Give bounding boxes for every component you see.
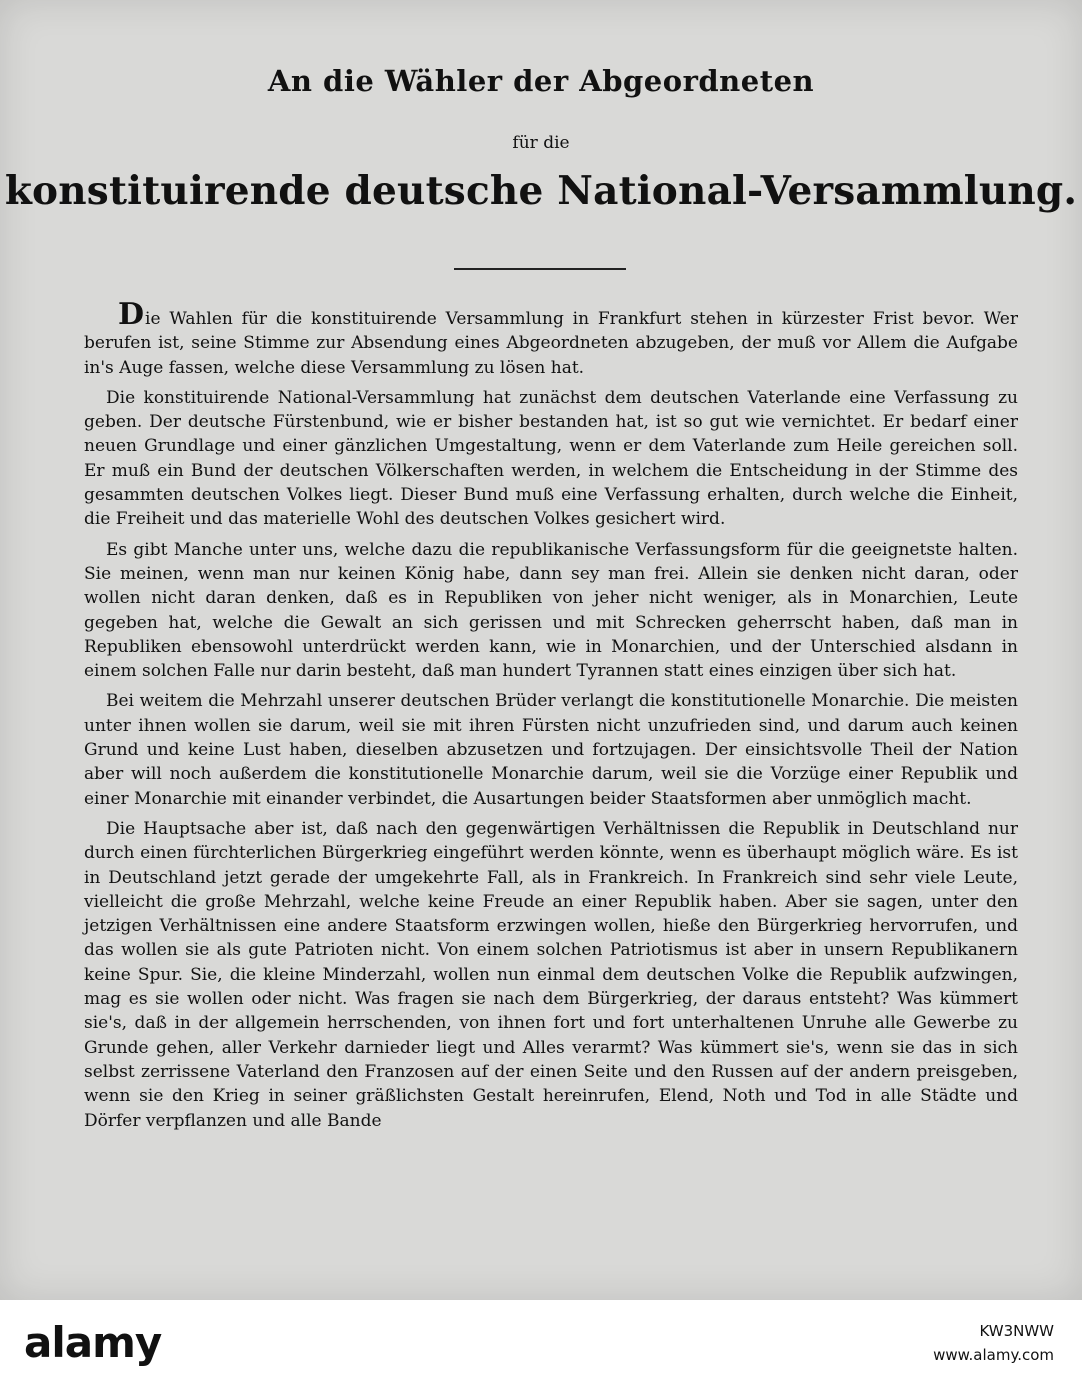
document-subtitle: für die	[512, 133, 570, 153]
watermark-logo: alamy	[24, 1318, 162, 1367]
watermark-image-id: KW3NWW	[979, 1322, 1054, 1340]
watermark-site: www.alamy.com	[933, 1346, 1054, 1364]
paragraph-1-text: ie Wahlen für die konstituirende Versammlung in Frankfurt stehen in kürzester Frist bevor. Wer berufen ist, seine Stimme zur Absendung eines Abgeordneten abzugeben, der muß vor Allem die Aufgabe in's Auge fassen, welche diese Versammlung zu lösen hat.	[84, 309, 1018, 378]
paragraph-3: Es gibt Manche unter uns, welche dazu die republikanische Verfassungsform für die geeignetste halten. Sie meinen, wenn man nur keinen König habe, dann sey man frei. Allein sie denken nicht daran, oder wollen nicht daran denken, daß es in Republiken von jeher nicht weniger, als in Monarchien, Leute gegeben hat, welche die Gewalt an sich gerissen und mit Schrecken geherrscht haben, daß man in Republiken ebensowohl unterdrückt werden kann, wie in Monarchien, und der Unterschied alsdann in einem solchen Falle nur darin besteht, daß man hundert Tyrannen statt eines einzigen über sich hat.	[84, 539, 1018, 682]
document-body	[84, 297, 1018, 1139]
paragraph-4: Bei weitem die Mehrzahl unserer deutschen Brüder verlangt die konstitutionelle Monarchie. Die meisten unter ihnen wollen sie darum, weil sie mit ihren Fürsten nicht unzufrieden sind, und darum auch keinen Grund und keine Lust haben, dieselben abzusetzen und fortzujagen. Der einsichtsvolle Theil der Nation aber will noch außerdem die konstitutionelle Monarchie darum, weil sie die Vorzüge einer Republik und einer Monarchie mit einander verbindet, die Ausartungen beider Staatsformen aber unmöglich macht.	[84, 691, 1018, 809]
document-main-title: konstituirende deutsche National-Versammlung.	[4, 168, 1078, 214]
drop-initial: D	[118, 297, 145, 332]
paragraph-2: Die konstituirende National-Versammlung hat zunächst dem deutschen Vaterlande eine Verfassung zu geben. Der deutsche Fürstenbund, wie er bisher bestanden hat, ist so gut wie vernichtet. Er bedarf einer neuen Grundlage und einer gänzlichen Umgestaltung, wenn er dem Vaterlande zum Heile gereichen soll. Er muß ein Bund der deutschen Völkerschaften werden, in welchem die Entscheidung in der Stimme des gesammten deutschen Volkes liegt. Dieser Bund muß eine Verfassung erhalten, durch welche die Einheit, die Freiheit und das materielle Wohl des deutschen Volkes gesichert wird.	[84, 387, 1018, 530]
paragraph-5: Die Hauptsache aber ist, daß nach den gegenwärtigen Verhältnissen die Republik in Deutschland nur durch einen fürchterlichen Bürgerkrieg eingeführt werden könnte, wenn es überhaupt möglich wäre. Es ist in Deutschland jetzt gerade der umgekehrte Fall, als in Frankreich. In Frankreich sind sehr viele Leute, vielleicht die große Mehrzahl, welche keine Freude an einer Republik haben. Aber sie sagen, unter den jetzigen Verhältnissen eine andere Staatsform erzwingen wollen, hieße den Bürgerkrieg hervorrufen, und das wollen sie als gute Patrioten nicht. Von einem solchen Patriotismus ist aber in unsern Republikanern keine Spur. Sie, die kleine Minderzahl, wollen nun einmal dem deutschen Volke die Republik aufzwingen, mag es sie wollen oder nicht. Was fragen sie nach dem Bürgerkrieg, der daraus entsteht? Was kümmert sie's, daß in der allgemein herrschenden, von ihnen fort und fort unterhaltenen Unruhe alle Gewerbe zu Grunde gehen, aller Verkehr darnieder liegt und Alles verarmt? Was kümmert sie's, wenn sie das in sich selbst zerrissene Vaterland den Franzosen auf der einen Seite und den Russen auf der andern preisgeben, wenn sie den Krieg in seiner gräßlichsten Gestalt hereinrufen, Elend, Noth und Tod in alle Städte und Dörfer verpflanzen und alle Bande	[84, 818, 1018, 1131]
title-divider	[454, 268, 626, 270]
document-title: An die Wähler der Abgeordneten	[267, 64, 815, 98]
paragraph-1	[84, 297, 1018, 380]
watermark-bar	[0, 1300, 1082, 1390]
